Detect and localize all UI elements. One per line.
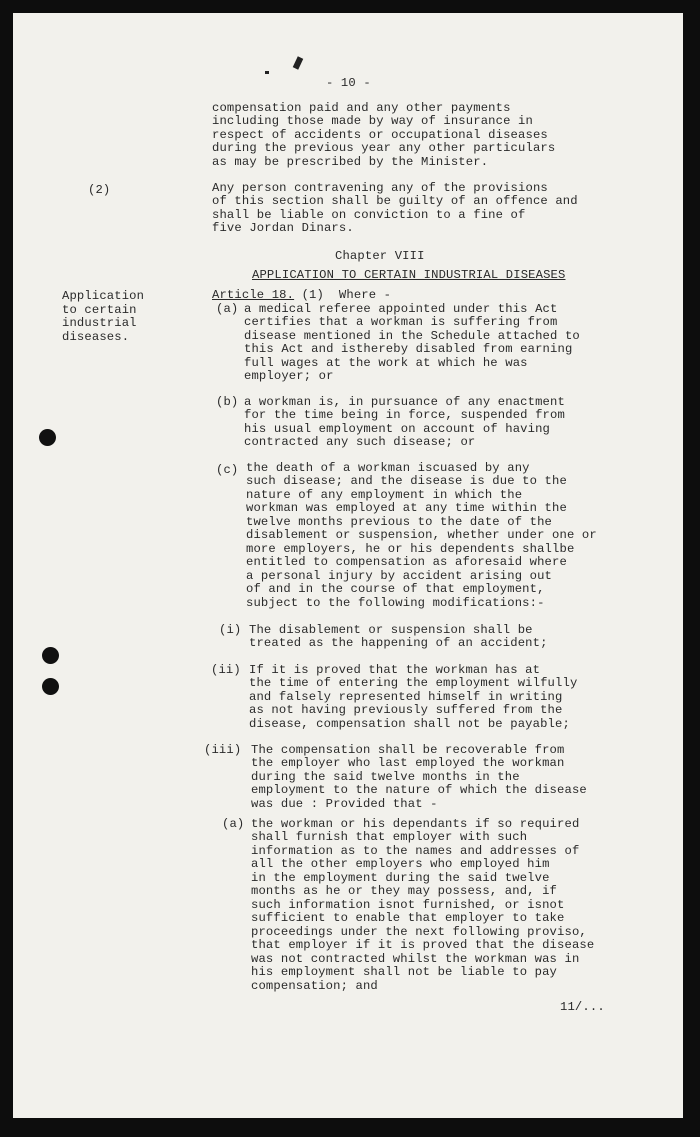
text-line: disease mentioned in the Schedule attached to bbox=[244, 329, 580, 343]
text-line: The compensation shall be recoverable from bbox=[251, 743, 565, 757]
text-line: subject to the following modifications:- bbox=[246, 596, 545, 610]
punch-hole-icon bbox=[42, 647, 59, 664]
text-line: of this section shall be guilty of an offence and bbox=[212, 194, 578, 208]
text-line: Any person contravening any of the provisions bbox=[212, 181, 548, 195]
chapter-heading: APPLICATION TO CERTAIN INDUSTRIAL DISEASES bbox=[252, 268, 566, 282]
text-line: his usual employment on account of having bbox=[244, 422, 551, 436]
subsection-label: (2) bbox=[88, 183, 111, 197]
text-line: to certain bbox=[62, 303, 137, 317]
ink-mark-icon bbox=[293, 56, 304, 69]
text-line: the employer who last employed the workman bbox=[251, 756, 565, 770]
text-line: information as to the names and addresses of bbox=[251, 844, 580, 858]
text-line: as not having previously suffered from the bbox=[249, 703, 563, 717]
text-line: the time of entering the employment wilfully bbox=[249, 676, 578, 690]
continuation-marker: 11/... bbox=[560, 1000, 605, 1014]
text-line: and falsely represented himself in writing bbox=[249, 690, 563, 704]
text-line: diseases. bbox=[62, 330, 130, 344]
modification-label: (i) bbox=[219, 623, 242, 637]
text-line: compensation; and bbox=[251, 979, 378, 993]
text-line: a workman is, in pursuance of any enactment bbox=[244, 395, 565, 409]
punch-hole-icon bbox=[39, 429, 56, 446]
text-line: entitled to compensation as aforesaid where bbox=[246, 555, 567, 569]
document-page bbox=[13, 13, 683, 1118]
text-line: industrial bbox=[62, 316, 137, 330]
text-line: the death of a workman iscuased by any bbox=[246, 461, 530, 475]
clause-label: (c) bbox=[216, 463, 239, 477]
modification-label: (ii) bbox=[211, 663, 241, 677]
text-line: sufficient to enable that employer to take bbox=[251, 911, 565, 925]
page-number: - 10 - bbox=[326, 76, 371, 90]
text-line: more employers, he or his dependents shallbe bbox=[246, 542, 575, 556]
article-lead: (1) Where - bbox=[294, 288, 392, 302]
text-line: was due : Provided that - bbox=[251, 797, 438, 811]
text-line: all the other employers who employed him bbox=[251, 857, 550, 871]
modification-label: (iii) bbox=[204, 743, 242, 757]
text-line: The disablement or suspension shall be bbox=[249, 623, 533, 637]
text-line: shall be liable on conviction to a fine of bbox=[212, 208, 526, 222]
text-line: a medical referee appointed under this Act bbox=[244, 302, 558, 316]
text-line: of and in the course of that employment, bbox=[246, 582, 545, 596]
text-line: shall furnish that employer with such bbox=[251, 830, 528, 844]
text-line: five Jordan Dinars. bbox=[212, 221, 354, 235]
text-line: If it is proved that the workman has at bbox=[249, 663, 541, 677]
clause-label: (a) bbox=[216, 302, 239, 316]
text-line: disablement or suspension, whether under one or bbox=[246, 528, 597, 542]
text-line: full wages at the work at which he was bbox=[244, 356, 528, 370]
text-line: that employer if it is proved that the disease bbox=[251, 938, 595, 952]
text-line: as may be prescribed by the Minister. bbox=[212, 155, 489, 169]
text-line: this Act and isthereby disabled from earning bbox=[244, 342, 573, 356]
clause-label: (b) bbox=[216, 395, 239, 409]
text-line: employer; or bbox=[244, 369, 334, 383]
text-line: in the employment during the said twelve bbox=[251, 871, 550, 885]
text-line: during the previous year any other particulars bbox=[212, 141, 556, 155]
punch-hole-icon bbox=[42, 678, 59, 695]
chapter-title: Chapter VIII bbox=[335, 249, 425, 263]
text-line: such disease; and the disease is due to the bbox=[246, 474, 567, 488]
text-line: including those made by way of insurance in bbox=[212, 114, 533, 128]
text-line: disease, compensation shall not be payable; bbox=[249, 717, 570, 731]
text-line: compensation paid and any other payments bbox=[212, 101, 511, 115]
text-line: proceedings under the next following proviso, bbox=[251, 925, 587, 939]
text-line: months as he or they may possess, and, if bbox=[251, 884, 558, 898]
ink-dot-icon bbox=[265, 71, 269, 74]
text-line: twelve months previous to the date of the bbox=[246, 515, 553, 529]
article-heading bbox=[212, 289, 391, 302]
text-line: for the time being in force, suspended from bbox=[244, 408, 565, 422]
text-line: the workman or his dependants if so required bbox=[251, 817, 580, 831]
text-line: a personal injury by accident arising out bbox=[246, 569, 553, 583]
text-line: workman was employed at any time within the bbox=[246, 501, 567, 515]
text-line: employment to the nature of which the disease bbox=[251, 783, 587, 797]
article-label: Article 18. bbox=[212, 288, 295, 302]
text-line: contracted any such disease; or bbox=[244, 435, 476, 449]
text-line: certifies that a workman is suffering from bbox=[244, 315, 558, 329]
text-line: Application bbox=[62, 289, 145, 303]
text-line: was not contracted whilst the workman was in bbox=[251, 952, 580, 966]
text-line: treated as the happening of an accident; bbox=[249, 636, 548, 650]
text-line: during the said twelve months in the bbox=[251, 770, 520, 784]
text-line: such information isnot furnished, or isnot bbox=[251, 898, 565, 912]
proviso-label: (a) bbox=[222, 817, 245, 831]
text-line: his employment shall not be liable to pay bbox=[251, 965, 558, 979]
text-line: respect of accidents or occupational diseases bbox=[212, 128, 548, 142]
text-line: nature of any employment in which the bbox=[246, 488, 523, 502]
